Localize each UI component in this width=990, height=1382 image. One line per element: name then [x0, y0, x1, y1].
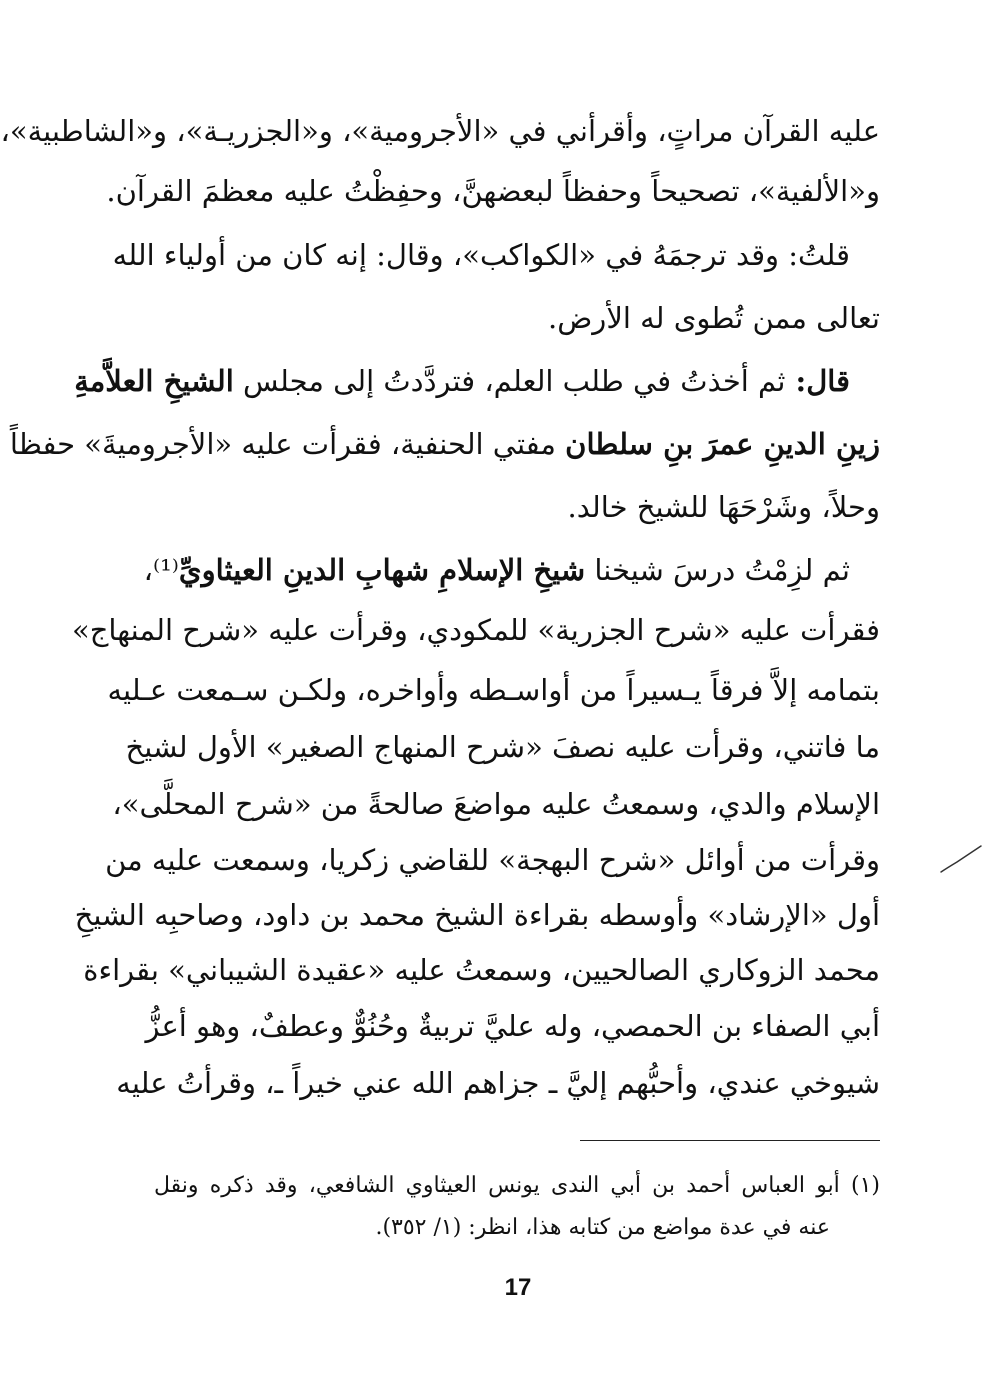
body-line — [154, 287, 880, 349]
text-run: وقرأت من أوائل «شرح البهجة» للقاضي زكريا، وسمعت عليه من — [105, 843, 880, 877]
text-run: عليه القرآن مراتٍ، وأقرأني في «الأجرومية»، و«الجزريـة»، و«الشاطبية»، — [0, 114, 880, 148]
body-line — [116, 1052, 880, 1114]
body-line — [0, 100, 880, 162]
text-run: ثم لزِمْتُ درسَ شيخنا — [585, 553, 850, 587]
footnote-line: عنه في عدة مواضع من كتابه هذا، انظر: (١/ ٣٥٢). — [375, 1215, 830, 1240]
body-line — [71, 599, 880, 661]
body-line — [9, 413, 880, 475]
text-run: قلتُ: وقد ترجمَهُ في «الكواكب»، وقال: إنه كان من أولياء الله — [112, 238, 850, 272]
body-line — [74, 350, 880, 412]
text-run: فقرأت عليه «شرح الجزرية» للمكودي، وقرأت عليه «شرح المنهاج» — [71, 613, 880, 647]
bold-text-run: شيخِ الإسلامِ شهابِ الدينِ العيثاويِّ — [178, 553, 586, 587]
text-run: ما فاتني، وقرأت عليه نصفَ «شرح المنهاج الصغير» الأول لشيخ — [125, 730, 880, 764]
footnote-separator — [580, 1140, 880, 1141]
text-run: و«الألفية»، تصحيحاً وحفظاً لبعضهنَّ، وحفِظْتُ عليه معظمَ القرآن. — [106, 174, 880, 208]
text-run: الإسلام والدي، وسمعتُ عليه مواضعَ صالحةً من «شرح المحلَّى»، — [112, 787, 880, 821]
text-run: ثم أخذتُ في طلب العلم، فتردَّدتُ إلى مجلس — [233, 364, 786, 398]
body-line — [143, 539, 880, 601]
body-line — [74, 884, 880, 946]
body-line — [125, 716, 880, 778]
text-run: بتمامه إلاَّ فرقاً يـسيراً من أواسـطه وأواخره، ولكـن سـمعت عـليه — [107, 673, 880, 707]
body-line — [145, 995, 880, 1057]
body-line — [154, 476, 880, 538]
body-line — [112, 224, 880, 286]
bold-text-run: زينِ الدينِ عمرَ بنِ سلطان — [565, 427, 880, 461]
text-run: تعالى ممن تُطوى له الأرض. — [548, 301, 880, 335]
bold-text-run: قال: — [785, 364, 850, 398]
body-line — [105, 829, 880, 891]
margin-pen-stroke-icon — [939, 842, 983, 882]
page-number: 17 — [504, 1274, 532, 1301]
text-run: محمد الزوكاري الصالحيين، وسمعتُ عليه «عقيدة الشيباني» بقراءة — [83, 953, 880, 987]
body-line — [83, 939, 880, 1001]
text-run: مفتي الحنفية، فقرأت عليه «الأجروميةَ» حفظاً — [9, 427, 566, 461]
body-line — [107, 659, 880, 721]
body-line — [112, 773, 880, 835]
text-run: أول «الإرشاد» وأوسطه بقراءة الشيخ محمد بن داود، وصاحبِه الشيخِ — [74, 898, 880, 932]
bold-text-run: الشيخِ العلاَّمةِ — [74, 364, 234, 398]
body-line — [106, 160, 880, 222]
text-run: وحلاً، وشَرْحَهَا للشيخ خالد. — [567, 490, 880, 524]
text-run: شيوخي عندي، وأحبُّهم إليَّ ـ جزاهم الله عني خيراً ـ، وقرأتُ عليه — [116, 1066, 880, 1100]
text-run: أبي الصفاء بن الحمصي، وله عليَّ تربيةٌ وحُنُوٌّ وعطفٌ، وهو أعزُّ — [145, 1009, 880, 1043]
footnote-line: (١) أبو العباس أحمد بن أبي الندى يونس العيثاوي الشافعي، وقد ذكره ونقل — [154, 1173, 880, 1198]
text-run: ⁽¹⁾، — [143, 553, 179, 587]
